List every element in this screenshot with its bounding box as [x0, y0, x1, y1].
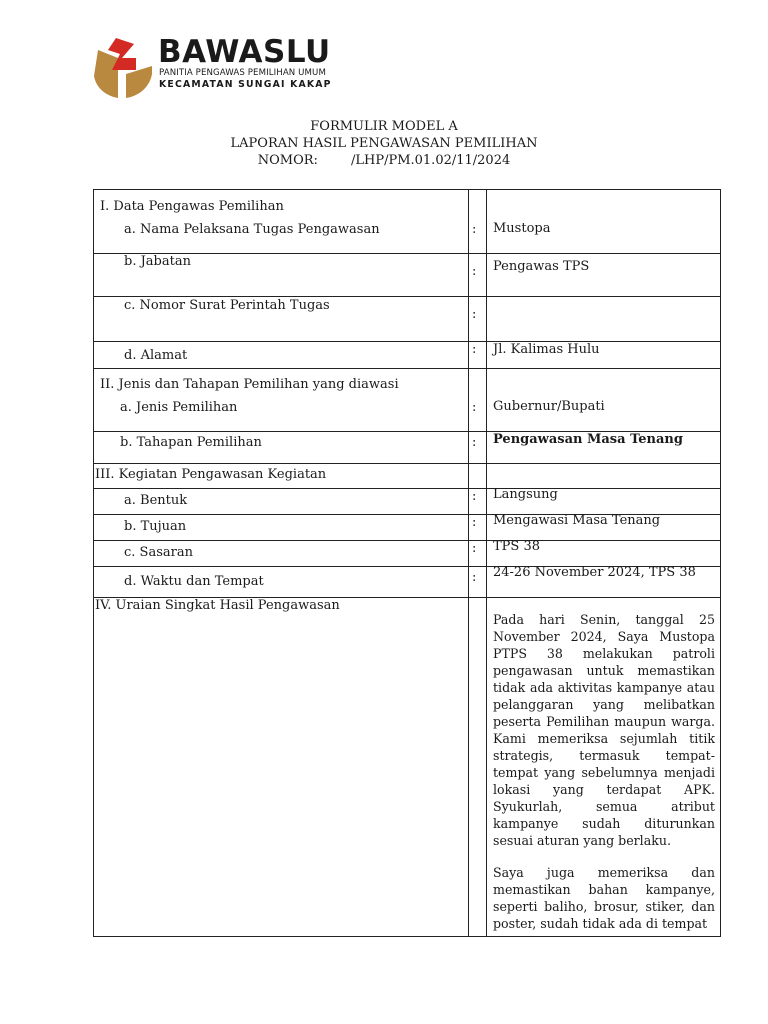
s3-a-label: a. Bentuk [124, 493, 188, 508]
logo-subtitle-2: KECAMATAN SUNGAI KAKAP [159, 79, 332, 90]
s3-b-value: Mengawasi Masa Tenang [493, 513, 661, 528]
table-row [94, 541, 720, 567]
colon: : [472, 489, 477, 504]
colon: : [472, 307, 477, 322]
s3-d-label: d. Waktu dan Tempat [124, 574, 264, 589]
table-row [94, 432, 720, 464]
table-row [94, 567, 720, 598]
table-row [94, 598, 720, 936]
form-subtitle: LAPORAN HASIL PENGAWASAN PEMILIHAN [230, 136, 538, 151]
table-row [94, 489, 720, 515]
logo-name: BAWASLU [158, 34, 331, 70]
table-row [94, 369, 720, 432]
section-3-title: III. Kegiatan Pengawasan Kegiatan [95, 467, 327, 482]
section-1-title: I. Data Pengawas Pemilihan [100, 199, 284, 214]
s3-a-value: Langsung [493, 487, 558, 502]
colon: : [472, 541, 477, 556]
s2-b-value: Pengawasan Masa Tenang [493, 432, 683, 447]
colon: : [472, 222, 477, 237]
s3-c-label: c. Sasaran [124, 545, 193, 560]
colon: : [472, 435, 477, 450]
s2-a-label: a. Jenis Pemilihan [120, 400, 238, 415]
colon: : [472, 342, 477, 357]
s1-d-value: Jl. Kalimas Hulu [493, 342, 600, 357]
bawaslu-logo [92, 36, 342, 100]
s1-a-value: Mustopa [493, 221, 551, 236]
table-row [94, 190, 720, 254]
table-row [94, 253, 720, 297]
s3-c-value: TPS 38 [493, 539, 540, 554]
table-row [94, 515, 720, 541]
form-title: FORMULIR MODEL A [310, 119, 458, 134]
s3-b-label: b. Tujuan [124, 519, 187, 534]
bawaslu-emblem-icon [92, 36, 154, 98]
logo-subtitle-1: PANITIA PENGAWAS PEMILIHAN UMUM [159, 68, 326, 78]
s2-a-value: Gubernur/Bupati [493, 399, 605, 414]
form-heading [0, 118, 768, 169]
report-table [93, 189, 721, 937]
table-row [94, 342, 720, 369]
s1-d-label: d. Alamat [124, 348, 188, 363]
colon: : [472, 570, 477, 585]
s1-a-label: a. Nama Pelaksana Tugas Pengawasan [124, 222, 380, 237]
colon: : [472, 400, 477, 415]
section-2-title: II. Jenis dan Tahapan Pemilihan yang diawasi [100, 377, 399, 392]
s2-b-label: b. Tahapan Pemilihan [120, 435, 262, 450]
s1-b-label: b. Jabatan [124, 254, 191, 269]
section-4-title: IV. Uraian Singkat Hasil Pengawasan [95, 598, 340, 613]
s1-b-value: Pengawas TPS [493, 259, 590, 274]
colon: : [472, 515, 477, 530]
form-number: NOMOR: /LHP/PM.01.02/11/2024 [257, 153, 511, 168]
colon: : [472, 264, 477, 279]
s3-d-value: 24-26 November 2024, TPS 38 [493, 565, 696, 580]
table-row [94, 464, 720, 489]
table-row [94, 297, 720, 342]
s4-paragraph-2: Saya juga memeriksa dan memastikan bahan kampanye, seperti baliho, brosur, stiker, dan poster, sudah tidak ada di tempat [493, 865, 715, 931]
s4-paragraph-1: Pada hari Senin, tanggal 25 November 2024, Saya Mustopa PTPS 38 melakukan patroli pengawasan untuk memastikan tidak ada aktivitas kampanye atau pelanggaran yang melibatkan peserta Pemilihan maupun warga. Kami memeriksa sejumlah titik strategis, termasuk tempat-tempat yang sebelumnya menjadi lokasi yang terdapat APK. Syukurlah, semua atribut kampanye sudah diturunkan sesuai aturan yang berlaku. [493, 612, 715, 848]
s1-c-label: c. Nomor Surat Perintah Tugas [124, 298, 330, 313]
